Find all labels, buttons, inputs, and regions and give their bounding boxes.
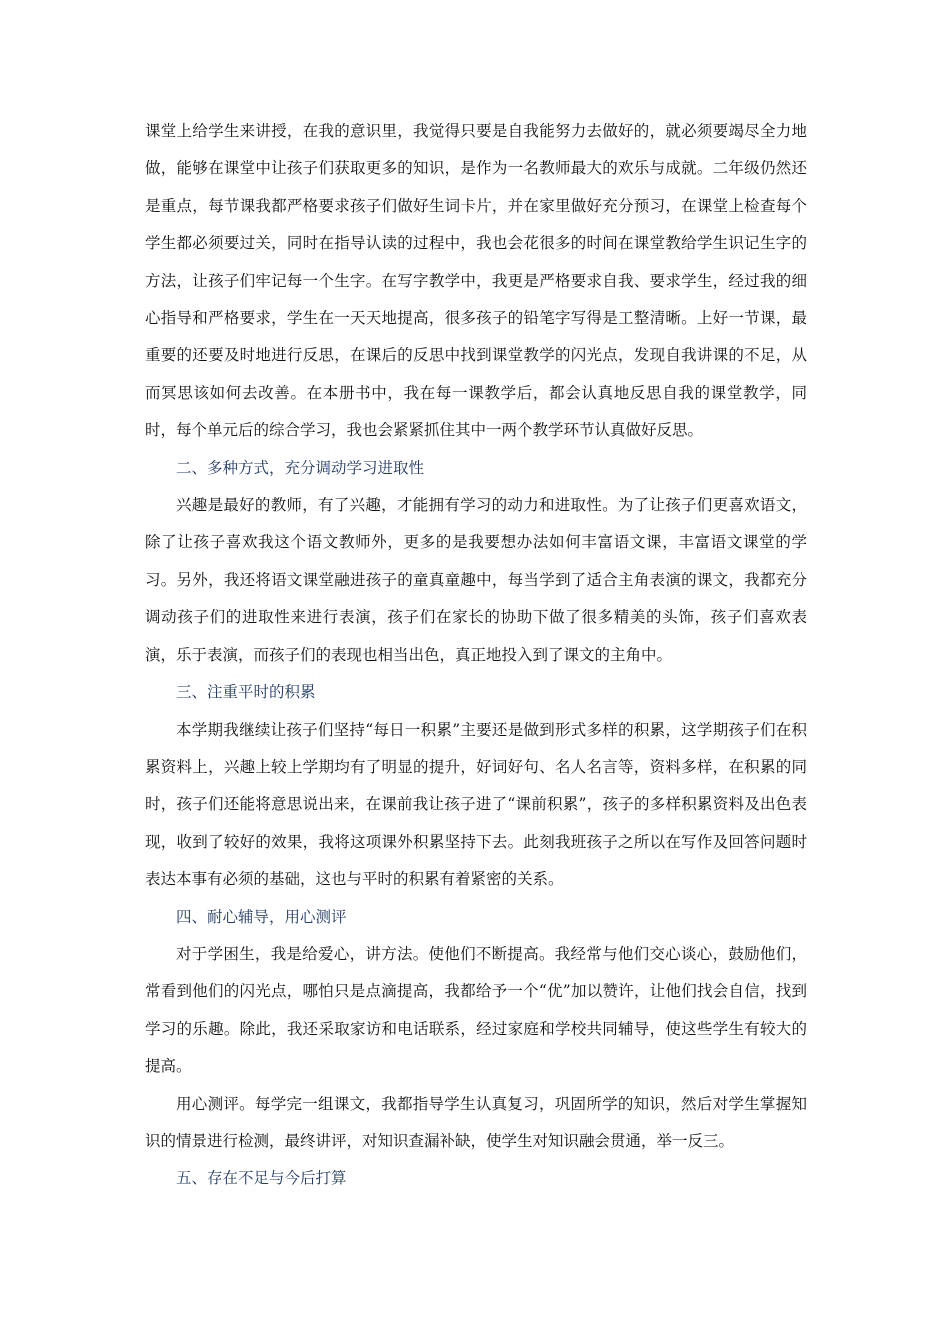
paragraph-interest: 兴趣是最好的教师，有了兴趣，才能拥有学习的动力和进取性。为了让孩子们更喜欢语文，除了让孩子喜欢我这个语文教师外，更多的是我要想办法如何丰富语文课，丰富语文课堂的学习。另外，我还将语文课堂融进孩子的童真童趣中，每当学到了适合主角表演的课文，我都充分调动孩子们的进取性来进行表演，孩子们在家长的协助下做了很多精美的头饰，孩子们喜欢表演，乐于表演，而孩子们的表现也相当出色，真正地投入到了课文的主角中。 <box>145 496 807 664</box>
paragraph-teaching-reflection: 课堂上给学生来讲授，在我的意识里，我觉得只要是自我能努力去做好的，就必须要竭尽全力地做，能够在课堂中让孩子们获取更多的知识，是作为一名教师最大的欢乐与成就。二年级仍然还是重点，每节课我都严格要求孩子们做好生词卡片，并在家里做好充分预习，在课堂上检查每个学生都必须要过关，同时在指导认读的过程中，我也会花很多的时间在课堂教给学生识记生字的方法，让孩子们牢记每一个生字。在写字教学中，我更是严格要求自我、要求学生，经过我的细心指导和严格要求，学生在一天天地提高，很多孩子的铅笔字写得是工整清晰。上好一节课，最重要的还要及时地进行反思，在课后的反思中找到课堂教学的闪光点，发现自我讲课的不足，从而冥思该如何去改善。在本册书中，我在每一课教学后，都会认真地反思自我的课堂教学，同时，每个单元后的综合学习，我也会紧紧抓住其中一两个教学环节认真做好反思。 <box>145 122 807 440</box>
section-heading-2: 二、多种方式，充分调动学习进取性 <box>176 458 425 477</box>
section-heading-4: 四、耐心辅导，用心测评 <box>176 907 347 926</box>
document-body <box>145 113 807 1198</box>
paragraph-assessment: 用心测评。每学完一组课文，我都指导学生认真复习，巩固所学的知识，然后对学生掌握知识的情景进行检测，最终讲评，对知识查漏补缺，使学生对知识融会贯通，举一反三。 <box>145 1094 807 1150</box>
paragraph-accumulation: 本学期我继续让孩子们坚持“每日一积累”主要还是做到形式多样的积累，这学期孩子们在积累资料上，兴趣上较上学期均有了明显的提升，好词好句、名人名言等，资料多样，在积累的同时，孩子们还能将意思说出来，在课前我让孩子进了“课前积累”，孩子的多样积累资料及出色表现，收到了较好的效果，我将这项课外积累坚持下去。此刻我班孩子之所以在写作及回答问题时表达本事有必须的基础，这也与平时的积累有着紧密的关系。 <box>145 720 807 889</box>
section-heading-5: 五、存在不足与今后打算 <box>176 1169 347 1188</box>
section-heading-3: 三、注重平时的积累 <box>176 683 316 702</box>
paragraph-tutoring: 对于学困生，我是给爱心，讲方法。使他们不断提高。我经常与他们交心谈心，鼓励他们，常看到他们的闪光点，哪怕只是点滴提高，我都给予一个“优”加以赞许，让他们找会自信，找到学习的乐趣。除此，我还采取家访和电话联系，经过家庭和学校共同辅导，使这些学生有较大的提高。 <box>145 944 807 1076</box>
